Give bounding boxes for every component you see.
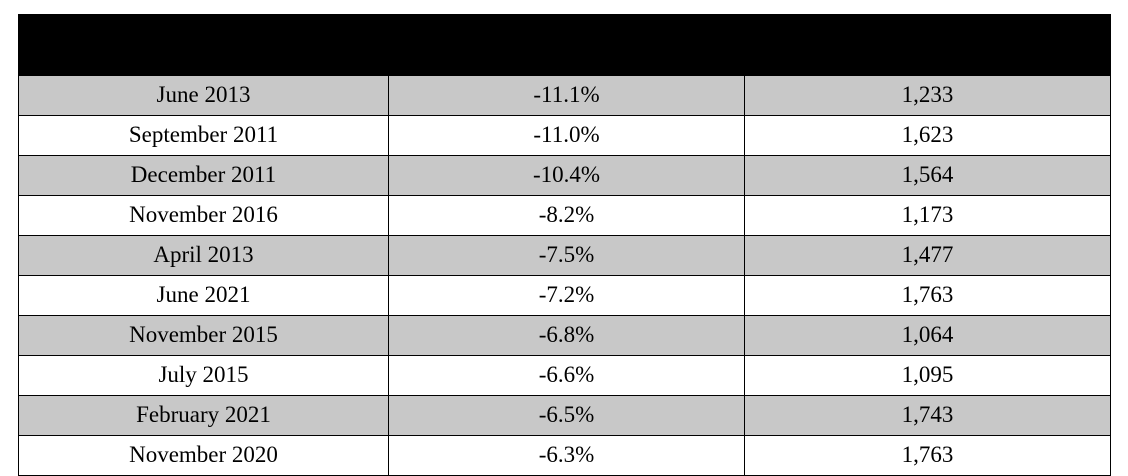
cell-decline: -11.0%: [389, 115, 745, 155]
column-header-month: [19, 15, 389, 76]
table-row: [19, 115, 1111, 155]
cell-month: September 2011: [19, 115, 389, 155]
cell-decline: -6.5%: [389, 395, 745, 435]
column-header-price-line-2: (US dollar per troy ounce): [799, 44, 1056, 70]
cell-price: 1,564: [745, 155, 1111, 195]
column-header-price: [745, 15, 1111, 76]
cell-price: 1,623: [745, 115, 1111, 155]
table-row: [19, 235, 1111, 275]
cell-decline: -7.2%: [389, 275, 745, 315]
cell-price: 1,743: [745, 395, 1111, 435]
table-header: [19, 15, 1111, 76]
table-row: [19, 395, 1111, 435]
table-row: [19, 435, 1111, 475]
column-header-decline-line-2: during month: [498, 44, 635, 70]
cell-decline: -8.2%: [389, 195, 745, 235]
table-row: [19, 155, 1111, 195]
table-row: [19, 315, 1111, 355]
cell-price: 1,477: [745, 235, 1111, 275]
column-header-price-line-1: End of month gold price: [808, 18, 1047, 43]
cell-decline: -6.6%: [389, 355, 745, 395]
table-row: [19, 275, 1111, 315]
table-header-row: [19, 15, 1111, 76]
cell-month: April 2013: [19, 235, 389, 275]
cell-decline: -6.3%: [389, 435, 745, 475]
cell-price: 1,233: [745, 75, 1111, 115]
table-row: [19, 355, 1111, 395]
cell-decline: -10.4%: [389, 155, 745, 195]
cell-month: December 2011: [19, 155, 389, 195]
cell-price: 1,763: [745, 275, 1111, 315]
table-row: [19, 195, 1111, 235]
cell-month: November 2020: [19, 435, 389, 475]
gold-price-table: [18, 14, 1111, 476]
gold-price-table-container: [18, 14, 1110, 476]
cell-month: February 2021: [19, 395, 389, 435]
cell-price: 1,763: [745, 435, 1111, 475]
column-header-decline-line-1: Decline in gold price (%): [443, 18, 690, 43]
column-header-decline: [389, 15, 745, 76]
cell-month: July 2015: [19, 355, 389, 395]
cell-decline: -7.5%: [389, 235, 745, 275]
table-body: [19, 75, 1111, 475]
cell-month: June 2013: [19, 75, 389, 115]
column-header-month-line-1: Month: [170, 31, 237, 57]
cell-price: 1,095: [745, 355, 1111, 395]
cell-month: June 2021: [19, 275, 389, 315]
cell-price: 1,173: [745, 195, 1111, 235]
cell-decline: -6.8%: [389, 315, 745, 355]
cell-month: November 2016: [19, 195, 389, 235]
table-row: [19, 75, 1111, 115]
cell-decline: -11.1%: [389, 75, 745, 115]
cell-price: 1,064: [745, 315, 1111, 355]
cell-month: November 2015: [19, 315, 389, 355]
